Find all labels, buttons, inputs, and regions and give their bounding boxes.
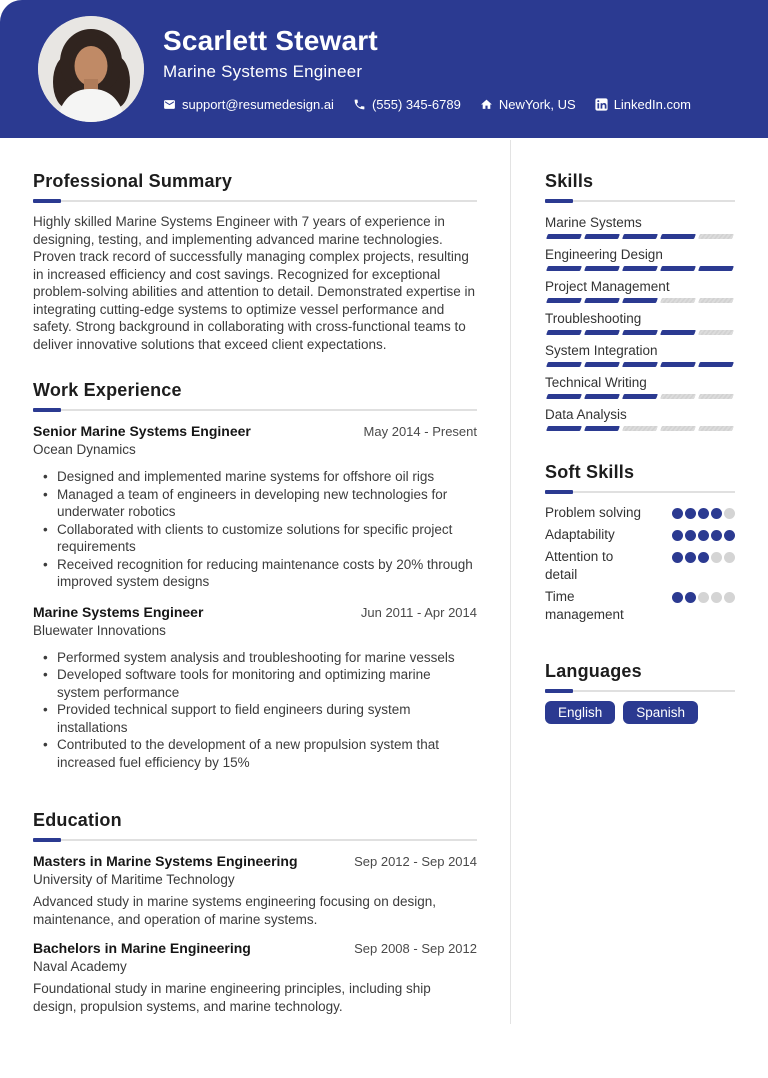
skill-name: Data Analysis xyxy=(545,407,627,422)
section-work-experience xyxy=(33,379,477,771)
soft-skill-rating-dots xyxy=(672,592,735,603)
job-company: Ocean Dynamics xyxy=(33,442,136,457)
skill-name: Marine Systems xyxy=(545,215,642,230)
section-rule xyxy=(545,491,735,493)
summary-heading: Professional Summary xyxy=(33,171,233,191)
education-head xyxy=(33,853,477,870)
skill-name: Engineering Design xyxy=(545,247,663,262)
soft-skill-name: Time management xyxy=(545,589,624,622)
profile-photo-illustration xyxy=(38,16,144,122)
skill-level-bar xyxy=(545,266,735,271)
skill-item xyxy=(545,406,735,431)
contact-phone-text: (555) 345-6789 xyxy=(371,97,461,112)
education-entry xyxy=(33,853,477,928)
skill-item xyxy=(545,246,735,271)
home-icon xyxy=(480,98,493,111)
job-bullet: • Managed a team of engineers in developing new technologies for underwater robotics xyxy=(33,486,477,521)
section-education xyxy=(33,809,477,1015)
section-rule xyxy=(545,200,735,202)
skill-item xyxy=(545,310,735,335)
main-column xyxy=(33,138,477,1015)
soft-skill-rating-dots xyxy=(672,508,735,519)
education-description: Foundational study in marine engineering principles, including ship design, propulsion systems, and marine technology. xyxy=(33,981,431,1014)
education-heading: Education xyxy=(33,810,122,830)
soft-skill-item xyxy=(545,548,735,584)
soft-skill-item xyxy=(545,526,735,544)
soft-skill-rating-dots xyxy=(672,530,735,541)
job-entry xyxy=(33,604,477,772)
linkedin-icon xyxy=(595,98,608,111)
education-dates: Sep 2012 - Sep 2014 xyxy=(354,854,477,869)
skill-item xyxy=(545,342,735,367)
skills-heading: Skills xyxy=(545,171,594,191)
job-bullet: • Contributed to the development of a new propulsion system that increased fuel efficiency by 15% xyxy=(33,736,477,771)
job-entry xyxy=(33,423,477,591)
work-heading: Work Experience xyxy=(33,380,182,400)
skill-item xyxy=(545,374,735,399)
soft-skills-list xyxy=(545,504,735,624)
language-badge: Spanish xyxy=(623,701,698,724)
job-bullet: • Performed system analysis and troubleshooting for marine vessels xyxy=(33,649,477,667)
job-dates: Jun 2011 - Apr 2014 xyxy=(360,604,477,620)
job-title: Senior Marine Systems Engineer xyxy=(33,423,251,439)
skill-level-bar xyxy=(545,362,735,367)
job-head xyxy=(33,604,477,621)
education-entry xyxy=(33,940,477,1015)
education-dates: Sep 2008 - Sep 2012 xyxy=(354,941,477,956)
section-rule xyxy=(545,690,735,692)
skill-name: Project Management xyxy=(545,279,670,294)
job-title: Marine Systems Engineer xyxy=(33,603,204,620)
sidebar-column xyxy=(545,138,735,724)
soft-skill-name: Adaptability xyxy=(545,527,615,542)
job-bullet: • Received recognition for reducing maintenance costs by 20% through improved system designs xyxy=(33,556,477,591)
skill-level-bar xyxy=(545,234,735,239)
skill-level-bar xyxy=(545,330,735,335)
soft-skill-item xyxy=(545,588,735,624)
school-name: Naval Academy xyxy=(33,959,127,974)
language-badge: English xyxy=(545,701,615,724)
soft-skill-item xyxy=(545,504,735,522)
skill-level-bar xyxy=(545,426,735,431)
job-bullet: • Provided technical support to field engineers during system installations xyxy=(33,701,477,736)
skill-item xyxy=(545,214,735,239)
column-divider xyxy=(510,140,511,1024)
resume-body xyxy=(0,138,768,1024)
summary-text: Highly skilled Marine Systems Engineer with 7 years of experience in designing, testing, and implementing advanced marine technologies. Proven track record of successfully managing complex projects, resulting in increased efficiency and cost savings. Recognized for exceptional problem-solving abilities and attention to detail. Demonstrated expertise in integrating cutting-edge systems to optimize vessel performance and safety. Strong background in collaborating with cross-functional teams to deliver innovative solutions that exceed client expectations. xyxy=(33,214,475,352)
skills-list xyxy=(545,214,735,431)
degree-title: Bachelors in Marine Engineering xyxy=(33,940,251,956)
section-rule xyxy=(33,409,477,411)
skill-level-bar xyxy=(545,394,735,399)
education-description: Advanced study in marine systems engineering focusing on design, maintenance, and operation of marine systems. xyxy=(33,894,436,927)
section-rule xyxy=(33,200,477,202)
soft-skill-name: Problem solving xyxy=(545,505,642,520)
degree-title: Masters in Marine Systems Engineering xyxy=(33,853,298,869)
section-professional-summary xyxy=(33,170,477,353)
contact-phone xyxy=(353,97,461,112)
job-bullet-list xyxy=(33,649,477,772)
education-head xyxy=(33,940,477,957)
job-bullet: • Developed software tools for monitoring and optimizing marine system performance xyxy=(33,666,477,701)
contact-email[interactable] xyxy=(163,97,334,112)
section-languages xyxy=(545,660,735,724)
soft-skill-name: Attention to detail xyxy=(545,549,614,582)
school-name: University of Maritime Technology xyxy=(33,872,235,887)
soft-skills-heading: Soft Skills xyxy=(545,462,635,482)
job-bullet: • Collaborated with clients to customize solutions for specific project requirements xyxy=(33,521,477,556)
candidate-title: Marine Systems Engineer xyxy=(163,62,363,81)
skill-name: Technical Writing xyxy=(545,375,647,390)
skill-name: Troubleshooting xyxy=(545,311,642,326)
job-bullet: • Designed and implemented marine systems for offshore oil rigs xyxy=(33,468,477,486)
resume-header xyxy=(0,0,768,138)
job-dates: May 2014 - Present xyxy=(363,424,477,439)
skill-item xyxy=(545,278,735,303)
skill-name: System Integration xyxy=(545,343,658,358)
contact-linkedin-text: LinkedIn.com xyxy=(613,97,692,112)
contact-email-text: support@resumedesign.ai xyxy=(182,97,334,112)
contact-row xyxy=(163,97,758,112)
section-rule xyxy=(33,839,477,841)
languages-heading: Languages xyxy=(545,661,642,681)
email-icon xyxy=(163,98,176,111)
phone-icon xyxy=(353,98,366,111)
job-head xyxy=(33,423,477,440)
soft-skill-rating-dots xyxy=(672,552,735,563)
profile-photo xyxy=(38,16,144,122)
languages-list xyxy=(545,701,735,724)
contact-location-text: NewYork, US xyxy=(498,97,576,112)
skill-level-bar xyxy=(545,298,735,303)
job-company: Bluewater Innovations xyxy=(33,622,166,638)
section-soft-skills xyxy=(545,461,735,624)
section-skills xyxy=(545,170,735,431)
contact-location xyxy=(480,97,576,112)
candidate-name: Scarlett Stewart xyxy=(163,25,378,56)
contact-linkedin[interactable] xyxy=(595,97,691,112)
job-bullet-list xyxy=(33,468,477,591)
